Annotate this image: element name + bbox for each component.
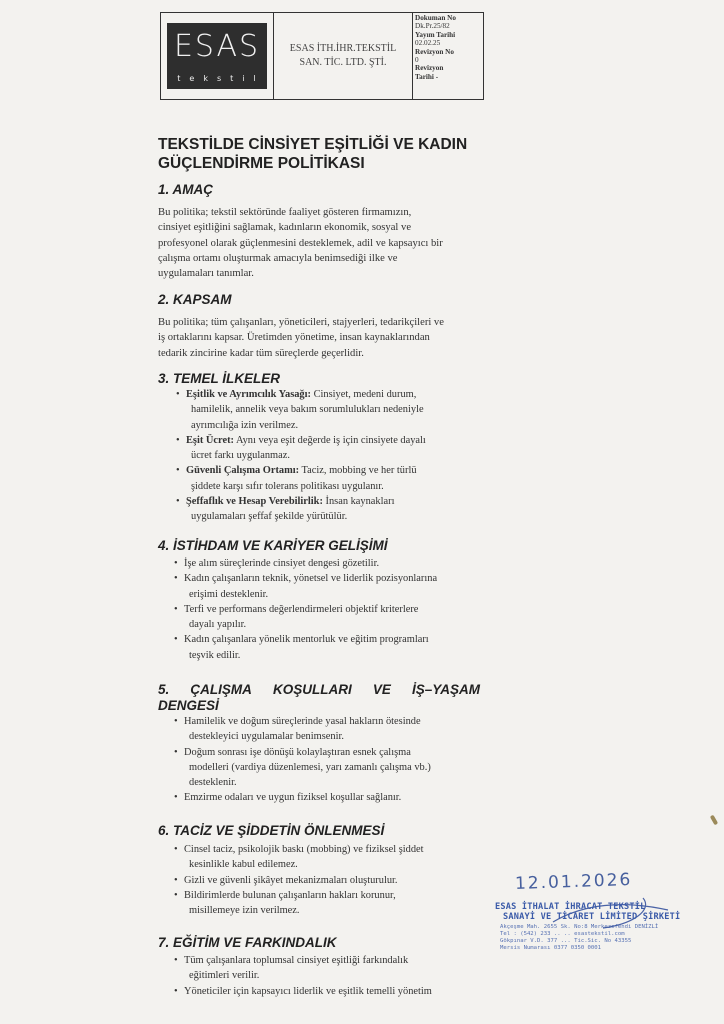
item-text: eğitimleri verilir. — [189, 970, 260, 982]
rev-date-label: Revizyon — [415, 64, 444, 73]
stamp-address: Akçeşme Mah. 2655 Sk. No:8 Merkezefendi DENİZLİ — [500, 924, 659, 930]
list-item — [176, 433, 496, 464]
item-text: destekleyici uygulamalar benimsenir. — [189, 731, 344, 743]
logo-subtext: tekstil — [177, 74, 265, 83]
section-2-heading: 2. KAPSAM — [158, 292, 232, 307]
item-text: erişimi desteklenir. — [189, 588, 269, 600]
stamp-line1: ESAS İTHALAT İHRACAT TEKSTİL — [495, 902, 646, 912]
item-text: Gizli ve güvenli şikâyet mekanizmaları oluşturulur. — [184, 874, 398, 886]
item-text: Tüm çalışanlara toplumsal cinsiyet eşitliği farkındalık — [184, 955, 409, 966]
item-text: Emzirme odaları ve uygun fiziksel koşullar sağlanır. — [184, 792, 402, 804]
section-7-list — [174, 953, 504, 999]
item-text: hamilelik, annelik veya bakım sorumlulukları nedeniyle — [191, 404, 424, 416]
item-text: şiddete karşı sıfır tolerans politikası uygulanır. — [191, 480, 384, 492]
stamp-tax-office: Gökpınar V.D. 377 ... Tic.Sic. No 43355 — [500, 938, 632, 944]
section-1-line: cinsiyet eşitliğini sağlamak, kadınların ekonomik, sosyal ve — [158, 222, 412, 234]
document-title — [158, 135, 518, 173]
doc-no-value: Dk.Pr.25/82 — [415, 22, 450, 31]
rev-no-value: 0 — [415, 56, 419, 65]
list-item — [174, 842, 504, 873]
list-item — [176, 387, 496, 433]
stamp-mersis: Mersis Numarası 0377 0350 0001 — [500, 945, 602, 951]
list-item — [174, 790, 504, 805]
item-text: misillemeye izin verilmez. — [189, 905, 300, 917]
item-text: modelleri (vardiya düzenlemesi, yarı zamanlı çalışma vb.) — [189, 761, 431, 773]
list-item — [174, 984, 504, 999]
section-5-heading — [158, 682, 480, 697]
list-item — [174, 953, 504, 984]
heading-word: KOŞULLARI — [272, 682, 352, 697]
item-text: dayalı yapılır. — [189, 619, 247, 631]
list-item — [174, 602, 504, 633]
company-name-line1: ESAS İTH.İHR.TEKSTİL — [289, 43, 397, 54]
list-item — [174, 571, 504, 602]
title-line1: TEKSTİLDE CİNSİYET EŞİTLİĞİ VE KADIN — [158, 136, 468, 153]
item-text: desteklenir. — [189, 777, 237, 789]
pub-date-label: Yayım Tarihi — [415, 30, 456, 39]
item-text: Hamilelik ve doğum süreçlerinde yasal hakların ötesinde — [184, 716, 421, 727]
list-item — [174, 714, 504, 745]
item-bold: Şeffaflık ve Hesap Verebilirlik: — [186, 496, 323, 508]
item-text: Yöneticiler için kapsayıcı liderlik ve eşitlik temelli yönetim — [184, 985, 432, 997]
company-name-line2: SAN. TİC. LTD. ŞTİ. — [299, 57, 387, 68]
section-3-heading: 3. TEMEL İLKELER — [158, 371, 281, 386]
item-text: ücret farkı uygulanmaz. — [191, 450, 290, 462]
section-5-list — [174, 714, 504, 806]
item-bold: Eşitlik ve Ayrımcılık Yasağı: — [186, 389, 311, 400]
section-7-heading: 7. EĞİTİM VE FARKINDALIK — [158, 935, 337, 950]
company-name-cell — [274, 13, 413, 99]
heading-word: ÇALIŞMA — [190, 682, 252, 697]
item-text: Cinsiyet, medeni durum, — [310, 389, 417, 400]
item-text: Cinsel taciz, psikolojik baskı (mobbing) ve fiziksel şiddet — [184, 844, 424, 855]
list-item — [174, 873, 504, 888]
item-text: Terfi ve performans değerlendirmeleri objektif kriterlere — [184, 603, 419, 615]
list-item — [174, 556, 504, 571]
section-2-body — [158, 315, 488, 361]
section-2-line: tedarik zincirine kadar tüm süreçlerde geçerlidir. — [158, 347, 364, 359]
doc-no-label: Dokuman No — [415, 14, 456, 22]
list-item — [176, 463, 496, 494]
section-1-line: profesyonel olarak güçlenmesini desteklemek, adil ve kapsayıcı bir — [158, 237, 443, 249]
handwritten-date: 12.01.2026 — [514, 869, 633, 895]
section-3-list — [176, 387, 496, 525]
document-meta-cell — [413, 13, 483, 99]
paper-mark — [710, 815, 718, 826]
stamp-line2: SANAYİ VE TİCARET LİMİTED ŞİRKETİ — [503, 912, 681, 922]
section-5-heading-cont: DENGESİ — [158, 698, 219, 713]
item-text: Aynı veya eşit değerde iş için cinsiyete dayalı — [234, 434, 426, 446]
item-text: Doğum sonrası işe dönüşü kolaylaştıran esnek çalışma — [184, 746, 411, 758]
section-6-heading: 6. TACİZ VE ŞİDDETİN ÖNLENMESİ — [158, 823, 385, 838]
section-1-body — [158, 205, 488, 281]
item-text: kesinlikle kabul edilemez. — [189, 859, 298, 871]
section-6-list — [174, 842, 504, 918]
item-text: Taciz, mobbing ve her türlü — [299, 465, 417, 477]
section-2-line: Bu politika; tüm çalışanları, yöneticileri, stajyerleri, tedarikçileri ve — [158, 317, 444, 328]
rev-no-label: Revizyon No — [415, 47, 454, 56]
list-item — [174, 632, 504, 663]
item-text: Kadın çalışanların teknik, yönetsel ve liderlik pozisyonlarına — [184, 573, 438, 585]
section-4-heading: 4. İSTİHDAM VE KARİYER GELİŞİMİ — [158, 538, 388, 553]
rev-date-label2: Tarihi - — [415, 72, 439, 81]
item-bold: Eşit Ücret: — [186, 434, 234, 446]
item-text: Kadın çalışanlara yönelik mentorluk ve eğitim programları — [184, 634, 429, 646]
section-1-line: çalışma ortamı oluşturmak amacıyla benimsediği ilke ve — [158, 252, 398, 264]
logo-text: ESAS — [173, 29, 261, 64]
stamp-phone: Tel : (542) 233 .. .. esastekstil.com — [500, 931, 625, 937]
document-header-table — [160, 12, 484, 100]
item-bold: Güvenli Çalışma Ortamı: — [186, 465, 300, 477]
list-item — [174, 745, 504, 791]
item-text: İnsan kaynakları — [322, 496, 395, 508]
section-1-line: uygulamaları tanımlar. — [158, 268, 254, 280]
item-text: teşvik edilir. — [189, 649, 241, 661]
logo-cell — [161, 13, 274, 99]
list-item — [176, 494, 496, 525]
item-text: ayrımcılığa izin verilmez. — [191, 419, 299, 431]
item-text: İşe alım süreçlerinde cinsiyet dengesi gözetilir. — [184, 558, 380, 569]
section-4-list — [174, 556, 504, 663]
list-item — [174, 888, 504, 919]
heading-word: 5. — [158, 682, 170, 697]
item-text: Bildirimlerde bulunan çalışanların hakları korunur, — [184, 889, 396, 901]
pub-date-value: 02.02.25 — [415, 39, 441, 48]
section-1-heading: 1. AMAÇ — [158, 182, 214, 197]
company-logo — [167, 23, 267, 89]
heading-word: İŞ–YAŞAM — [411, 682, 480, 697]
title-line2: GÜÇLENDİRME POLİTİKASI — [158, 155, 365, 172]
company-stamp — [493, 869, 683, 972]
section-2-line: iş ortaklarını kapsar. Üretimden yönetime, insan kaynaklarından — [158, 332, 430, 344]
item-text: uygulamaları şeffaf şekilde yürütülür. — [191, 511, 348, 523]
section-1-line: Bu politika; tekstil sektöründe faaliyet gösteren firmamızın, — [158, 207, 412, 218]
heading-word: VE — [372, 682, 391, 697]
